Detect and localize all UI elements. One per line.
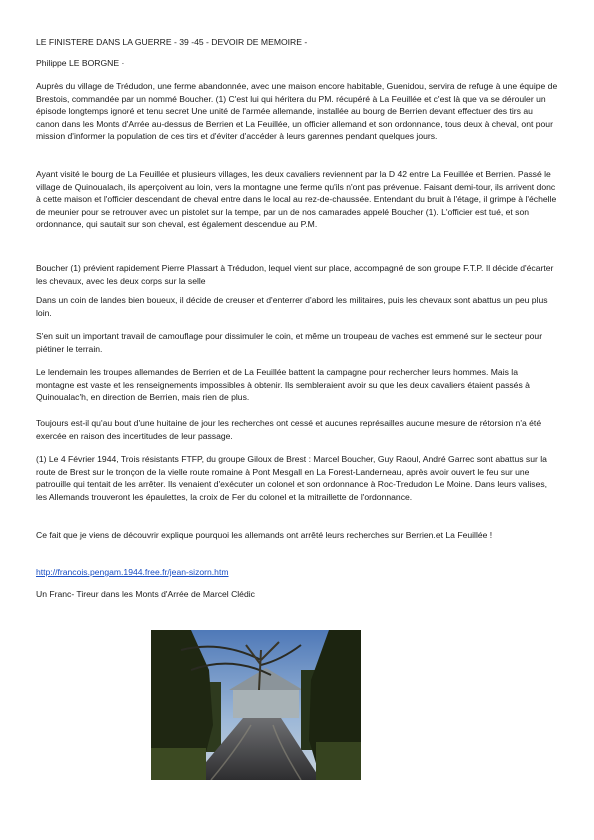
source-credit: Un Franc- Tireur dans les Monts d'Arrée de Marcel Clédic [36,589,255,599]
paragraph: Ce fait que je viens de découvrir explique pourquoi les allemands ont arrêté leurs recherches sur Berrien.et La Feuillée ! [36,530,493,540]
paragraph: Le lendemain les troupes allemandes de Berrien et de La Feuillée battent la campagne pour rechercher leurs hommes. Mais la montagne est vaste et les renseignements impossibles à obtenir. Ils sembleraient avoir su que les deux cavaliers étaient passés à Quinoualac'h, en direction de Berrien, mais rien de plus. [36,367,530,403]
footnote-paragraph: (1) Le 4 Février 1944, Trois résistants FTFP, du groupe Giloux de Brest : Marcel Boucher, Guy Raoul, André Garrec sont abattus sur la route de Brest sur le tronçon de la vielle route romaine à Pont Mesgall en La Forest-Landerneau, après avoir ouvert le feu sur une patrouille qui tentait de les arrêter. Ils venaient d'exécuter un colonel et son ordonnance à Roc-Tredudon Le Moine. Dans leurs valises, les Allemands trouveront les épaulettes, la croix de Fer du colonel et la mitraillette de l'ordonnance. [36,454,548,502]
paragraph: S'en suit un important travail de camouflage pour dissimuler le coin, et même un troupeau de vaches est emmené sur le secteur pour piétiner le terrain. [36,331,543,354]
landscape-photo-image [151,630,361,780]
paragraph: Dans un coin de landes bien boueux, il décide de creuser et d'enterrer d'abord les militaires, puis les chevaux sont abattus un peu plus loin. [36,295,548,318]
document-author: Philippe LE BORGNE · [36,58,125,68]
source-link[interactable]: http://francois.pengam.1944.free.fr/jean-sizorn.htm [36,567,229,577]
paragraph: Boucher (1) prévient rapidement Pierre Plassart à Trédudon, lequel vient sur place, accompagné de son groupe F.T.P. Il décide d'écarter les chevaux, avec les deux corps sur la selle [36,263,554,286]
landscape-photo [151,630,361,780]
paragraph: Auprès du village de Trédudon, une ferme abandonnée, avec une maison encore habitable, Guenidou, servira de refuge à une équipe de Brestois, commandée par un nommé Boucher. (1) C'est lui qui héritera du PM. récupéré à La Feuillée et c'est là que va se dérouler un épisode longtemps ignoré et tenu secret Une unité de l'armée allemande, installée au bourg de Berrien devant effectuer des tirs au canon dans les Monts d'Arrée au-dessus de Berrien et La Feuillée, un officier allemand et son ordonnance, tous deux à cheval, ont pour mission d'informer la population de ces tirs et d'éviter d'accéder à leurs garennes pendant quelques jours. [36,81,558,142]
paragraph: Ayant visité le bourg de La Feuillée et plusieurs villages, les deux cavaliers reviennent par la D 42 entre La Feuillée et Berrien. Passé le village de Quinoualach, ils aperçoivent au loin, vers la montagne une ferme qu'ils n'ont pas prévenue. Faisant demi-tour, ils arrivent donc à cette maison et l'officier descendant de cheval entre dans le local au rez-de-chaussée. Entendant du bruit à l'étage, il grimpe à l'échelle de meunier pour se retrouver avec un pistolet sur la tempe, par un de nos camarades appelé Boucher (1). L'officier est tué, et son ordonnance, qui sautait sur son cheval, est également descendue au P.M. [36,169,557,230]
document-title: LE FINISTERE DANS LA GUERRE - 39 -45 - DEVOIR DE MEMOIRE - [36,37,308,47]
paragraph: Toujours est-il qu'au bout d'une huitaine de jour les recherches ont cessé et aucunes représailles aucune mesure de rétorsion n'a été exercée en raison des incertitudes de leur passage. [36,418,542,441]
